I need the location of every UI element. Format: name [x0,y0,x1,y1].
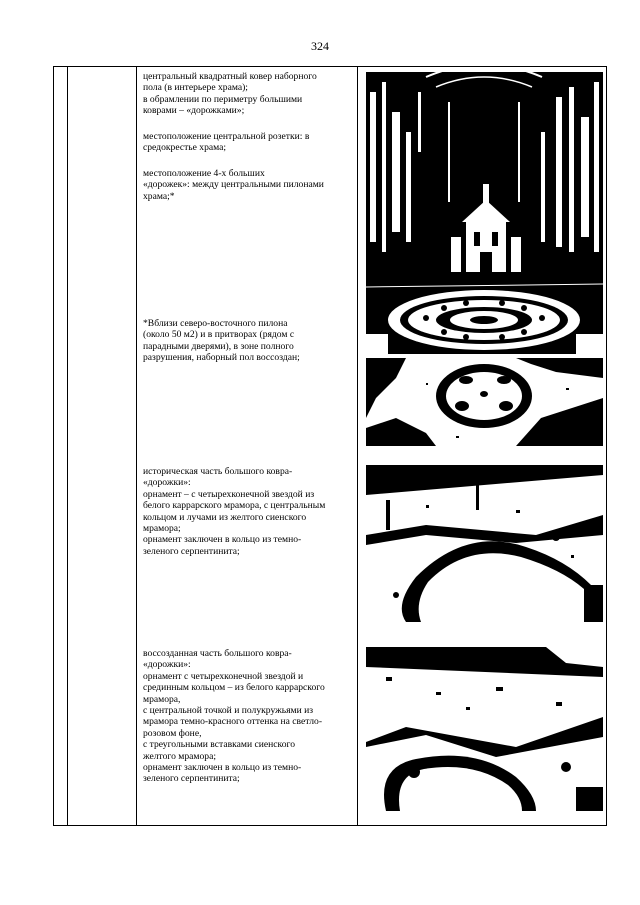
text-line: коврами – «дорожками»; [143,105,245,117]
text-line: храма;* [143,190,175,202]
text-line: пола (в интерьере храма); [143,82,248,94]
text-block-carpet [143,71,355,117]
text-line: центральный квадратный ковер наборного [143,71,317,82]
heritage-table [53,66,607,826]
text-line: мрамора, [143,693,181,705]
text-line: (около 50 м2) и в притворах (рядом с [143,329,295,341]
table-row [54,67,607,826]
text-line: средокрестье храма; [143,142,227,154]
text-line: «дорожки»: [143,477,191,489]
restored-carpet-ornament-photo [366,647,603,811]
text-line: желтого мрамора; [143,750,217,762]
text-line: розовом фоне, [143,727,202,739]
text-line: кольцом и лучами из желтого сиенского [143,511,307,523]
empty-cell-name [68,67,137,826]
page-number: 324 [311,39,329,53]
text-line: «дорожек»: между центральными пилонами [143,179,324,191]
text-line: орнамент с четырехконечной звездой и [143,670,304,682]
cathedral-interior-photo [366,72,603,354]
historic-carpet-ornament-photo [366,465,603,622]
text-block-restored [143,648,355,785]
text-line: *Вблизи северо-восточного пилона [143,318,288,329]
text-line: воссозданная часть большого ковра- [143,648,292,659]
text-line: орнамент заключен в кольцо из темно- [143,534,302,546]
text-block-note [143,318,355,364]
text-line: белого каррарского мрамора, с центральным [143,500,326,512]
description-cell [137,67,358,826]
text-block-rosette [143,131,355,154]
text-line: мрамора; [143,523,181,535]
text-line: мрамора темно-красного оттенка на светло- [143,716,323,728]
text-line: зеленого серпентинита; [143,545,240,557]
text-line: орнамент заключен в кольцо из темно- [143,762,302,774]
text-line: в обрамлении по периметру большими [143,93,303,105]
text-line: зеленого серпентинита; [143,773,240,785]
text-line: орнамент – с четырехконечной звездой из [143,488,315,500]
text-line: местоположение центральной розетки: в [143,131,310,142]
floor-rosette-photo [366,358,603,446]
photo-cell [358,67,607,826]
text-line: с треугольными вставками сиенского [143,739,296,751]
text-line: местоположение 4-х больших [143,168,265,179]
text-line: с центральной точкой и полукружьями из [143,705,314,717]
text-line: парадными дверями), в зоне полного [143,340,294,352]
text-line: разрушения, наборный пол воссоздан; [143,352,300,364]
text-block-historic [143,466,355,557]
text-block-paths [143,168,355,202]
text-line: срединным кольцом – из белого каррарского [143,682,325,694]
text-line: историческая часть большого ковра- [143,466,293,477]
text-line: «дорожки»: [143,659,191,671]
empty-cell-index [54,67,68,826]
